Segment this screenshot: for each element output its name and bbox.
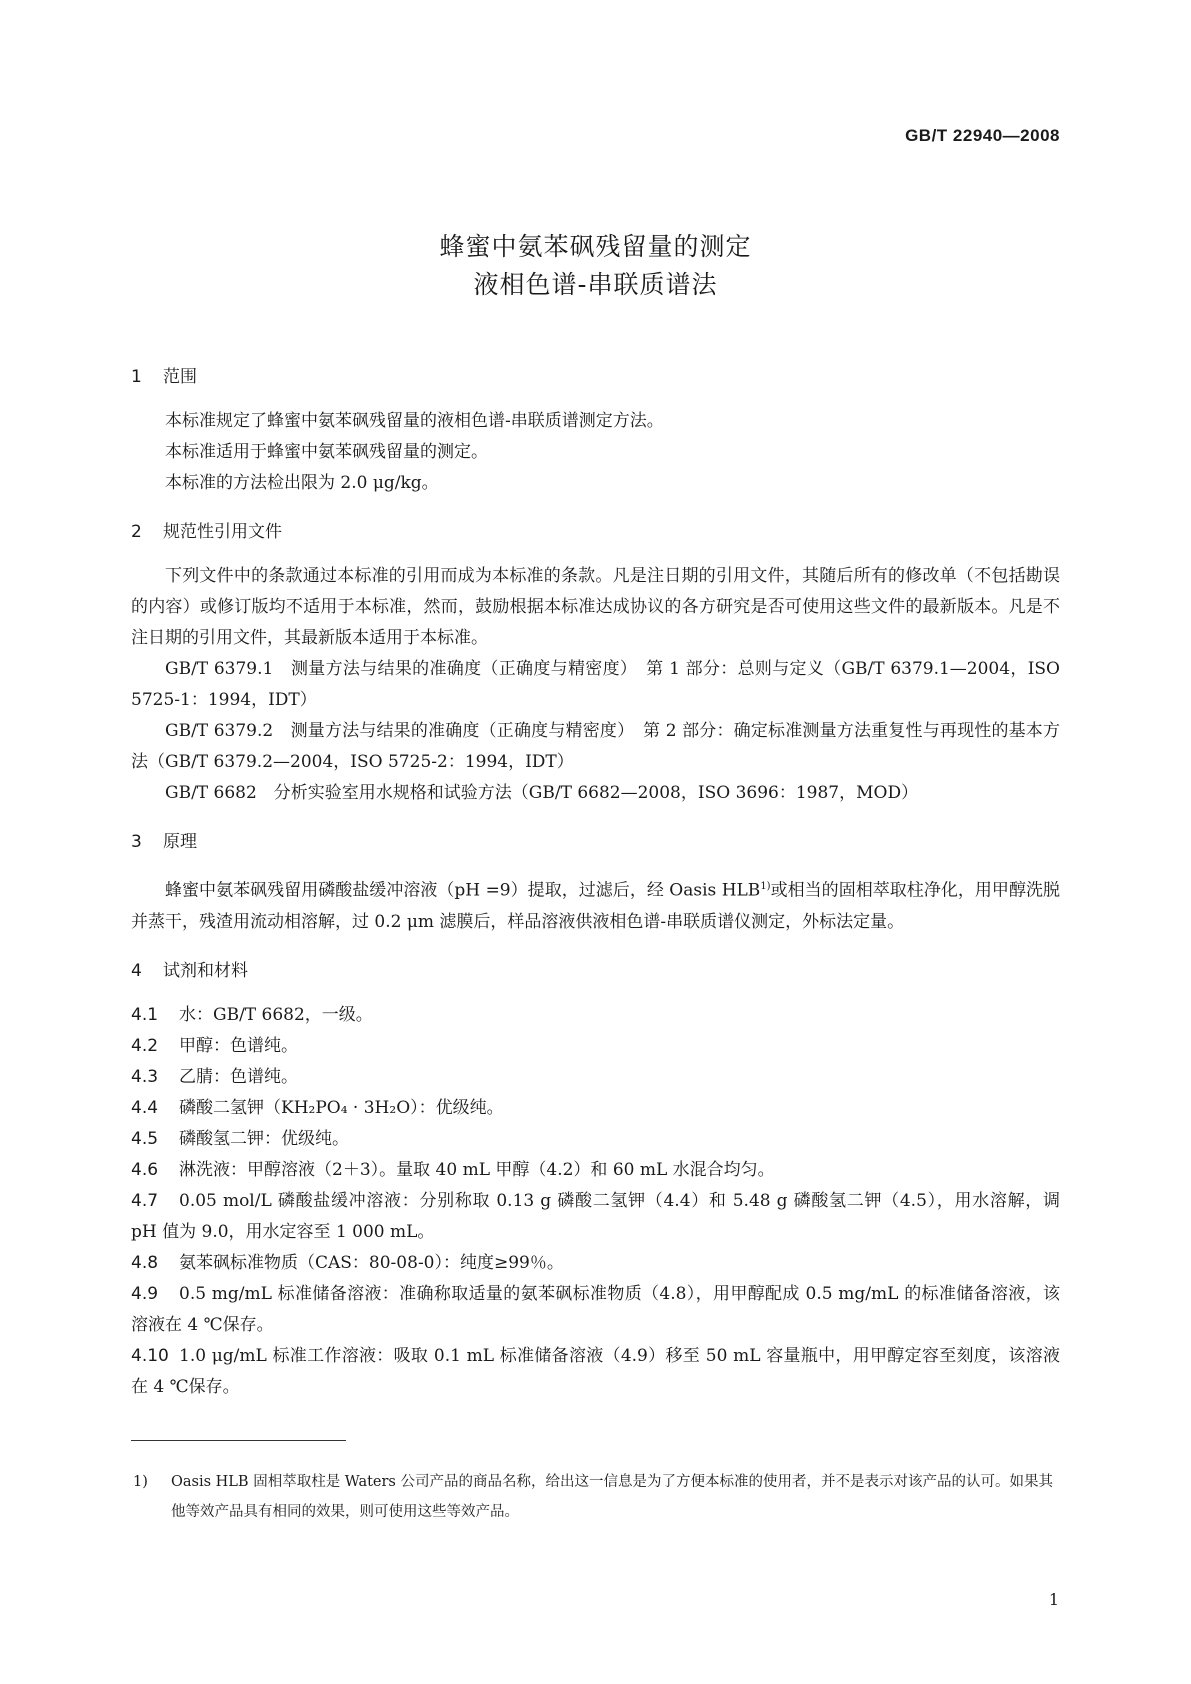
section-heading-normative-references <box>131 521 1060 543</box>
principle-text-a: 蜂蜜中氨苯砜残留用磷酸盐缓冲溶液（pH =9）提取，过滤后，经 Oasis HLB <box>165 880 761 901</box>
document-title <box>0 228 1191 304</box>
list-item <box>131 1000 1060 1031</box>
paragraph: 本标准规定了蜂蜜中氨苯砜残留量的液相色谱-串联质谱测定方法。 <box>165 411 664 431</box>
title-line-2: 液相色谱-串联质谱法 <box>473 270 718 299</box>
section-title: 规范性引用文件 <box>163 522 282 542</box>
paragraph: 下列文件中的条款通过本标准的引用而成为本标准的条款。凡是注日期的引用文件，其随后所有的修改单（不包括勘误的内容）或修订版均不适用于本标准，然而，鼓励根据本标准达成协议的各方研究是否可使用这些文件的最新版本。凡是不注日期的引用文件，其最新版本适用于本标准。 <box>131 566 1060 648</box>
footnote-reference: 1) <box>760 881 771 892</box>
section-heading-reagents <box>131 960 1060 982</box>
section-title: 原理 <box>163 832 197 852</box>
standard-code: GB/T 22940—2008 <box>905 126 1060 145</box>
title-line-1: 蜂蜜中氨苯砜残留量的测定 <box>439 232 752 261</box>
footnote-divider <box>131 1440 346 1441</box>
item-number: 4.5 <box>131 1128 159 1149</box>
item-number: 4.9 <box>131 1283 159 1304</box>
section-title: 范围 <box>163 367 197 387</box>
item-text: 氨苯砜标准物质（CAS：80-08-0）：纯度≥99％。 <box>179 1252 564 1273</box>
item-number: 4.10 <box>131 1345 169 1366</box>
item-number: 4.7 <box>131 1190 159 1211</box>
section-heading-principle <box>131 831 1060 853</box>
section-title: 试剂和材料 <box>163 960 248 981</box>
footnote-mark: 1) <box>133 1474 148 1490</box>
list-item <box>131 1248 1060 1279</box>
item-number: 4.3 <box>131 1066 159 1087</box>
item-text: 乙腈：色谱纯。 <box>179 1066 298 1087</box>
reference-item: GB/T 6682 分析实验室用水规格和试验方法（GB/T 6682—2008，ISO 3696：1987，MOD） <box>165 783 919 803</box>
list-item <box>131 1186 1060 1248</box>
item-text: 甲醇：色谱纯。 <box>179 1035 298 1056</box>
item-text: 1.0 μg/mL 标准工作溶液：吸取 0.1 mL 标准储备溶液（4.9）移至 50 mL 容量瓶中，用甲醇定容至刻度，该溶液在 4 ℃保存。 <box>131 1345 1060 1397</box>
page-number: 1 <box>1048 1590 1059 1609</box>
footnote <box>133 1467 1060 1527</box>
section-number: 2 <box>131 522 142 542</box>
item-number: 4.2 <box>131 1035 159 1056</box>
item-text: 磷酸二氢钾（KH₂PO₄ · 3H₂O）：优级纯。 <box>179 1097 504 1118</box>
item-number: 4.1 <box>131 1004 159 1025</box>
item-text: 磷酸氢二钾：优级纯。 <box>179 1128 349 1149</box>
list-item <box>131 1093 1060 1124</box>
list-item <box>131 1155 1060 1186</box>
paragraph <box>131 871 1060 938</box>
document-body <box>131 366 1060 1403</box>
reference-item: GB/T 6379.1 测量方法与结果的准确度（正确度与精密度） 第 1 部分：总则与定义（GB/T 6379.1—2004，ISO 5725-1：1994，IDT） <box>131 659 1060 710</box>
item-number: 4.8 <box>131 1252 159 1273</box>
section-number: 4 <box>131 960 142 981</box>
list-item <box>131 1124 1060 1155</box>
item-number: 4.6 <box>131 1159 159 1180</box>
list-item <box>131 1062 1060 1093</box>
item-text: 水：GB/T 6682，一级。 <box>179 1004 373 1025</box>
section-number: 1 <box>131 367 142 387</box>
reference-item: GB/T 6379.2 测量方法与结果的准确度（正确度与精密度） 第 2 部分：确定标准测量方法重复性与再现性的基本方法（GB/T 6379.2—2004，ISO 5725-2：1994，IDT） <box>131 721 1060 772</box>
footnote-text: Oasis HLB 固相萃取柱是 Waters 公司产品的商品名称，给出这一信息是为了方便本标准的使用者，并不是表示对该产品的认可。如果其他等效产品具有相同的效果，则可使用这些等效产品。 <box>171 1474 1053 1520</box>
principle-text-b: 或相当的固相萃取柱净化，用甲醇洗脱并蒸干，残渣用流动相溶解，过 0.2 μm 滤膜后，样品溶液供液相色谱-串联质谱仪测定，外标法定量。 <box>131 880 1061 932</box>
item-text: 淋洗液：甲醇溶液（2＋3）。量取 40 mL 甲醇（4.2）和 60 mL 水混合均匀。 <box>179 1159 775 1180</box>
paragraph: 本标准的方法检出限为 2.0 μg/kg。 <box>165 473 439 493</box>
list-item <box>131 1031 1060 1062</box>
item-number: 4.4 <box>131 1097 159 1118</box>
list-item <box>131 1341 1060 1403</box>
list-item <box>131 1279 1060 1341</box>
section-number: 3 <box>131 832 142 852</box>
item-text: 0.05 mol/L 磷酸盐缓冲溶液：分别称取 0.13 g 磷酸二氢钾（4.4）和 5.48 g 磷酸氢二钾（4.5），用水溶解，调 pH 值为 9.0，用水定容至 1 000 mL。 <box>131 1190 1060 1242</box>
paragraph: 本标准适用于蜂蜜中氨苯砜残留量的测定。 <box>165 442 488 462</box>
section-heading-scope <box>131 366 1060 388</box>
item-text: 0.5 mg/mL 标准储备溶液：准确称取适量的氨苯砜标准物质（4.8），用甲醇配成 0.5 mg/mL 的标准储备溶液，该溶液在 4 ℃保存。 <box>131 1283 1060 1335</box>
